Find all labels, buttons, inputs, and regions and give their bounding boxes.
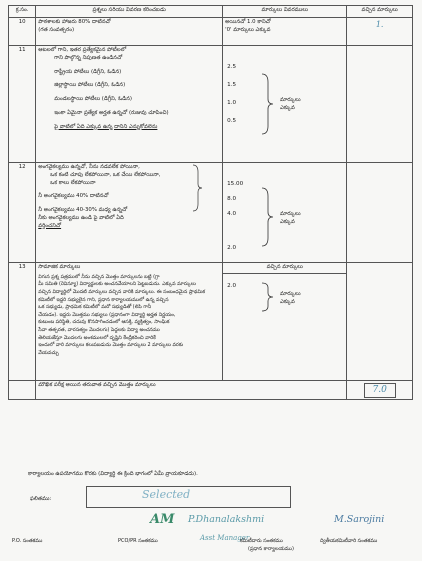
list-item: రాష్ట్రీయ పోటీలు (డిగ్రీని, ఓడిన) [54, 68, 122, 75]
paragraph-line: చేయడం). ఇద్దరు మొత్తము సభ్యులు (ప్రధానంగా విద్యార్థి అర్హత నిర్ణయం, [38, 311, 176, 318]
row-number: 10 [9, 18, 36, 46]
row-number: 11 [9, 46, 36, 163]
mark-value: 1.0 [227, 100, 237, 106]
office-use-note: కార్యాలయం ఉపయోగము కొరకు (విద్యార్థి ఈ క్రింది భాగంలో ఏమీ వ్రాయకూడదు). [28, 471, 198, 477]
list-item: అయినచో 1.0 కానిచో [225, 19, 271, 25]
marks-label-line: మార్కులు [280, 97, 301, 103]
header-criteria: మార్కులు వివరములు [223, 6, 347, 18]
list-item: అంగవైకల్యము ఉన్నచో, నీను నడవలేక పోయినా, [38, 164, 140, 170]
paragraph-line: సేవా తత్పరత, వారసత్వం మొదలగు) పెద్దలకు విద్యా అంచనము [38, 326, 160, 333]
curly-brace-icon [262, 283, 273, 311]
paragraph-line: వేయవచ్చు [38, 349, 59, 356]
list-item: పాఠశాలకు హాజరు 80% దాటినచో [38, 19, 111, 25]
handwritten-total: 7.0 [372, 385, 387, 395]
mark-value: 4.0 [227, 211, 237, 217]
list-item: నీకు అంగవైకల్యము ఉండి పై వాటిలో ఏది [38, 215, 124, 222]
marks-label [280, 210, 301, 226]
list-item: జిల్లాస్థాయి పోటీలు (డిగ్రీని, ఓడిన) [54, 82, 126, 89]
marks-label-line: మార్కులు [280, 291, 301, 297]
paragraph-line: కుటుంబ పరిస్థితి, చదువు కొనసాగించడంలో ఆసక్తి, వ్యక్తిత్వం, సాంఘిక [38, 319, 170, 326]
mark-value: 8.0 [227, 196, 237, 202]
paragraph-line: ఒక సభ్యుడు, ప్రాథమిక కమిటీలో మరో సభ్యుడితో (లిపి గానీ [38, 304, 152, 311]
list-item: నీ అంగవైకల్యము 40% దాటినచో [38, 193, 109, 200]
signature-initials: AM [150, 512, 175, 527]
marks-label [280, 290, 301, 306]
total-label: మౌఖిక పరీక్ష అయిన తరువాత వచ్చిన మొత్తం మార్కులు [36, 381, 347, 400]
marks-label-line: ఎక్కువ [280, 299, 295, 305]
paragraph-line: తెలియజేస్తూ మొదలగు అంశములలో దృష్టిని కేంద్రీకరించి వారికే [38, 334, 156, 341]
signature-asst: Asst Manager [200, 534, 250, 542]
list-item: ఇంకా ఏమైనా ప్రత్యేక అర్హత ఉన్నచో (రుజువు చూపించి) [54, 110, 169, 117]
footer-po: P.O. సంతకము [12, 538, 43, 544]
list-item: ఒక కంటి చూపు లేకపోయినా, ఒక చేయి లేకపోయినా, [50, 171, 161, 178]
curly-brace-icon [262, 74, 273, 134]
marks-label [280, 96, 301, 112]
list-item: ఆటలలో గాని, ఇతర ప్రత్యేకమైన పోటీలలో [38, 47, 127, 53]
paragraph-line: వచ్చిన విద్యార్థిలో మొదటి మార్కులు వచ్చిన వారికి మార్కులు. ఈ సంబంధమైన ప్రాథమిక [38, 289, 206, 296]
mark-value: 2.0 [227, 282, 237, 289]
mark-value: 1.5 [227, 82, 237, 88]
header-sno: క్ర.సం. [9, 6, 36, 18]
signature-name-1: P.Dhanalakshmi [188, 514, 265, 525]
paragraph-line: మీ సమితి (రెవిన్యూ) విద్యార్థులకు అంచనవేయాలని పెట్టబడును. ఎక్కువ మార్కులు [38, 281, 196, 288]
footer-office: (ప్రధాన కార్యాలయము) [248, 546, 294, 552]
header-item: ప్రశ్నలు సరియు వివరణ కరించబడు [36, 6, 223, 18]
curly-brace-icon [262, 188, 273, 246]
marks-label-line: ఎక్కువ [280, 105, 295, 111]
handwritten-mark: 1. [375, 20, 384, 29]
list-item: మండలస్థాయి పోటీలు (డిగ్రీని, ఓడిన) [54, 96, 133, 103]
row-number: 12 [9, 163, 36, 263]
row-number: 13 [9, 263, 36, 381]
list-item: గాని పాల్గొన్న నిపుణత ఉండినచో [54, 54, 123, 61]
remark-value: Selected [142, 488, 191, 501]
list-item: వర్తించనిచో [38, 222, 62, 229]
section-title: సామాజిక మార్కులు [38, 264, 81, 270]
list-item: పై వాటిలో ఏది ఎక్కువ ఉన్న దానిని ఎన్నుకోవలెను [54, 123, 158, 130]
footer-member-1: కమిటీదారు సంతకము [240, 538, 283, 544]
mark-value: 15.00 [227, 181, 244, 187]
list-item: నీ అంగవైకల్యము 40-30% మధ్య ఉన్నచో [38, 207, 128, 214]
mark-value: 2.5 [227, 64, 237, 70]
marks-label-line: ఎక్కువ [280, 219, 295, 225]
list-item: '0' మార్కులు ఎక్కువ [225, 26, 271, 33]
signature-name-2: M.Sarojini [334, 514, 385, 525]
paragraph-line: ఇందులో వారి మార్కులు కలుపబడును మొత్తం మార్కులు 2 మార్కులు వరకు [38, 342, 184, 349]
list-item: (గత సంవత్సరం) [38, 26, 75, 33]
mark-value: 0.5 [227, 118, 237, 124]
footer-member-2: ద్వితీయకమిటీవారి సంతకము [320, 538, 378, 544]
marks-label-line: మార్కులు [280, 211, 301, 217]
paragraph-line: విగున ప్రశ్న పత్రములో నీను వచ్చిన మొత్తం మార్కులను బట్టి (గ్రా [38, 273, 160, 280]
curly-brace-icon [193, 165, 202, 211]
list-item: ఒక కాలు లేకపోయినా [50, 179, 96, 186]
header-awarded: వచ్చిన మార్కులు [347, 6, 413, 18]
paragraph-line: కమిటీలో ఇద్దరి సభ్యులైన గాని, ప్రధాన కార్యాలయములో ఉన్న వచ్చిన [38, 296, 169, 303]
mark-value: 2.0 [227, 245, 237, 251]
footer-pco: PCO/PR సంతకము [118, 538, 158, 544]
remark-label: ఫలితము: [30, 496, 52, 502]
criteria-subheader: వచ్చిన మార్కులు [223, 263, 346, 274]
